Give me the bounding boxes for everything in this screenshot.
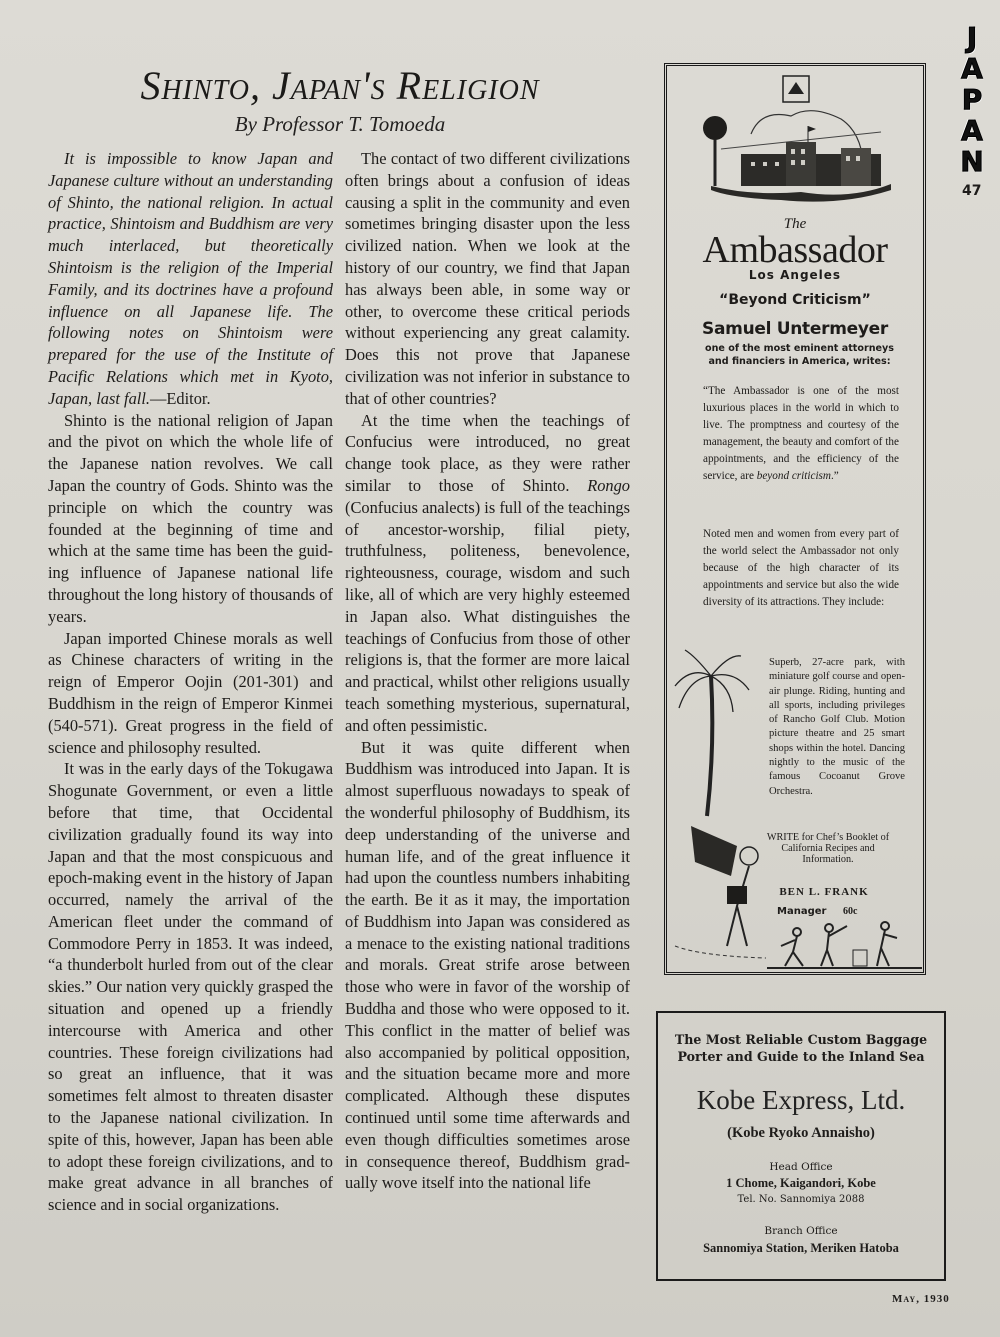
quote-text: “The Ambassador is one of the most luxurious places in the world in which to live. The promptness and courtesy of the management, the beauty and comfort of the appointments, and the efficiency of the service, are xyxy=(703,385,899,482)
ambassador-advertisement xyxy=(664,63,926,975)
ad-code: 60c xyxy=(843,906,858,917)
booklet-offer: WRITE for Chef’s Booklet of California Recipes and Information. xyxy=(766,832,890,865)
manager-role: Manager xyxy=(777,906,827,917)
tagline-line: Porter and Guide to the Inland Sea xyxy=(677,1049,925,1064)
article-title: Shinto, Japan's Religion xyxy=(140,63,540,108)
telephone-number: Tel. No. Sannomiya 2088 xyxy=(737,1194,865,1205)
masthead-letter: A xyxy=(961,114,983,147)
kobe-express-advertisement xyxy=(656,1011,946,1281)
kobe-company-name: Kobe Express, Ltd. xyxy=(696,1085,906,1115)
article-column-1 xyxy=(48,148,333,1216)
quote-emphasis: beyond criticism xyxy=(756,470,831,482)
paragraph: The contact of two different civilizations often brings about a confusion of ideas causing a split in the community and even sometimes bringing disaster upon the less civilized nation. When we look at the history of our country, we find that Japan has always been able, in some way or other, to overcome these critical periods without experiencing any great calamity. Does this not prove that Japanese civilization was not inferior in substance to that of other countries? xyxy=(345,149,630,408)
ambassador-slogan: “Beyond Criticism” xyxy=(719,292,871,308)
paragraph xyxy=(345,410,630,737)
paragraph: It was in the early days of the Tokugawa Shogunate Government, or even a little before that time, that Occidental civilization gradually found its way into Japan and that the most conspicuous and epoch-making event in the history of Japan occurred, namely the arrival of the American fleet under the command of Commodore Perry in 1853. It was indeed, “a thunderbolt hurled from out of the clear skies.” Our nation very quickly grasped the situation and opened up a friendly intercourse with America and other countries. These foreign civilizations had so great an influence, that it was sometimes felt almost to threaten disaster to the Japanese national civilization. In spite of this, however, Japan has been able to adopt these foreign civilizations, and to make great advance in all branches of science and in social organizations. xyxy=(48,759,333,1215)
kobe-japanese-name: (Kobe Ryoko Annaisho) xyxy=(727,1125,875,1141)
paragraph: Shinto is the national religion of Japan and the pivot on which the whole life of the Japanese nation revolves. We call Japan the country of Gods. Shinto was the principle on which the country was founded at the beginning of time and which at the same time has been the guiding influence of Japanese national life throughout the long history of thousands of years. xyxy=(48,410,333,626)
masthead-letter: A xyxy=(961,52,983,85)
ad-the: The xyxy=(783,216,807,232)
paragraph: Japan imported Chinese morals as well as Chinese characters of writing in the reign of Emperor Oojin (201-301) and Buddhism in the reign of Emperor Kinmei (540-571). Great progress in the field of science and philosophy resulted. xyxy=(48,628,333,757)
ad-body: Noted men and women from every part of the world select the Ambassador not only because of the high character of its appointments and service but also the wide diversity of its attractions. They include: xyxy=(703,528,899,608)
paragraph: But it was quite different when Buddhism was introduced into Japan. It is almost superfluous nowadays to speak of the wonderful philosophy of Buddhism, its deep understanding of the universe and human life, and of the great influence it had upon the countless numbers inhabiting the earth. Be it as it may, the importation of Buddhism into Japan was considered as a menace to the existing national traditions and morals. Great strife arose between those who were in favor of the worship of Buddha and those who were opposed to it. This conflict in the matter of belief was also accompanied by political opposition, and the situation became more and more complicated. Although these disputes continued until some time afterwards and even though difficulties sometimes arose in consequence thereof, Buddhism gradually wove itself into the national life xyxy=(345,737,630,1193)
head-office-address: 1 Chome, Kaigandori, Kobe xyxy=(726,1176,876,1190)
endorsement-quote xyxy=(703,383,899,485)
issue-date: May, 1930 xyxy=(892,1293,950,1305)
branch-office-address: Sannomiya Station, Meriken Hatoba xyxy=(703,1241,899,1255)
endorser-description: one of the most eminent attorneys and financiers in America, writes: xyxy=(704,343,894,367)
editor-intro xyxy=(48,148,333,410)
palm-and-swimmer-illustration xyxy=(671,646,766,964)
quote-end: .” xyxy=(831,470,839,482)
sports-figures-illustration xyxy=(767,916,922,971)
tagline-line: The Most Reliable Custom Baggage xyxy=(674,1032,928,1047)
intro-text: It is impossible to know Japan and Japanese culture without an understanding of Shinto, the national religion. In actual practice, Shintoism and Buddhism are very much interlaced, but theoretically Shintoism is the religion of the Imperial Family, and its doctrines have a profound influence on all Japanese life. The following notes on Shintoism were prepared for the use of the Institute of Pacific Relations which met in Kyoto, Japan, last fall. xyxy=(48,149,333,408)
endorser-name: Samuel Untermeyer xyxy=(702,319,888,339)
hotel-illustration xyxy=(691,74,901,204)
masthead-letter: J xyxy=(966,21,978,54)
paragraph-text: At the time when the teachings of Confucius were introduced, no great change took place, as they were rather similar to those of Shinto. xyxy=(345,410,630,495)
article-byline: By Professor T. Tomoeda xyxy=(234,112,446,136)
paragraph-text: (Confucius analects) is full of the teachings of ancestor-worship, filial piety, truthfulness, politeness, benevolence, righteousness, courage, wisdom and such like, all of which are very highly esteemed in Japan also. What distinguishes the teachings of Confucius from those of other religions is, that the former are more laical and practical, whilst other religions usually teach something mysterious, supernatural, and often pessimistic. xyxy=(345,497,630,735)
page-number: 47 xyxy=(962,183,982,199)
ambassador-logo: Ambassador xyxy=(702,229,888,271)
article-column-2 xyxy=(345,148,630,1194)
manager-name: BEN L. FRANK xyxy=(779,886,869,898)
masthead-japan xyxy=(951,22,993,177)
rongo-term: Rongo xyxy=(587,475,630,495)
kobe-tagline xyxy=(658,1031,944,1065)
branch-office-label: Branch Office xyxy=(764,1225,838,1237)
head-office-label: Head Office xyxy=(769,1161,833,1173)
masthead-letter: P xyxy=(961,83,983,116)
masthead-letter: N xyxy=(960,145,984,178)
amenities-list: Superb, 27-acre park, with miniature golf course and open-air plunge. Riding, hunting and all sports, including privileges of Rancho Golf Club. Motion picture theatre and 25 smart shops within the hotel. Dancing nightly to the music of the famous Cocoanut Grove Orchestra. xyxy=(769,657,905,797)
intro-credit: —Editor. xyxy=(150,388,211,408)
ambassador-city: Los Angeles xyxy=(748,268,842,282)
